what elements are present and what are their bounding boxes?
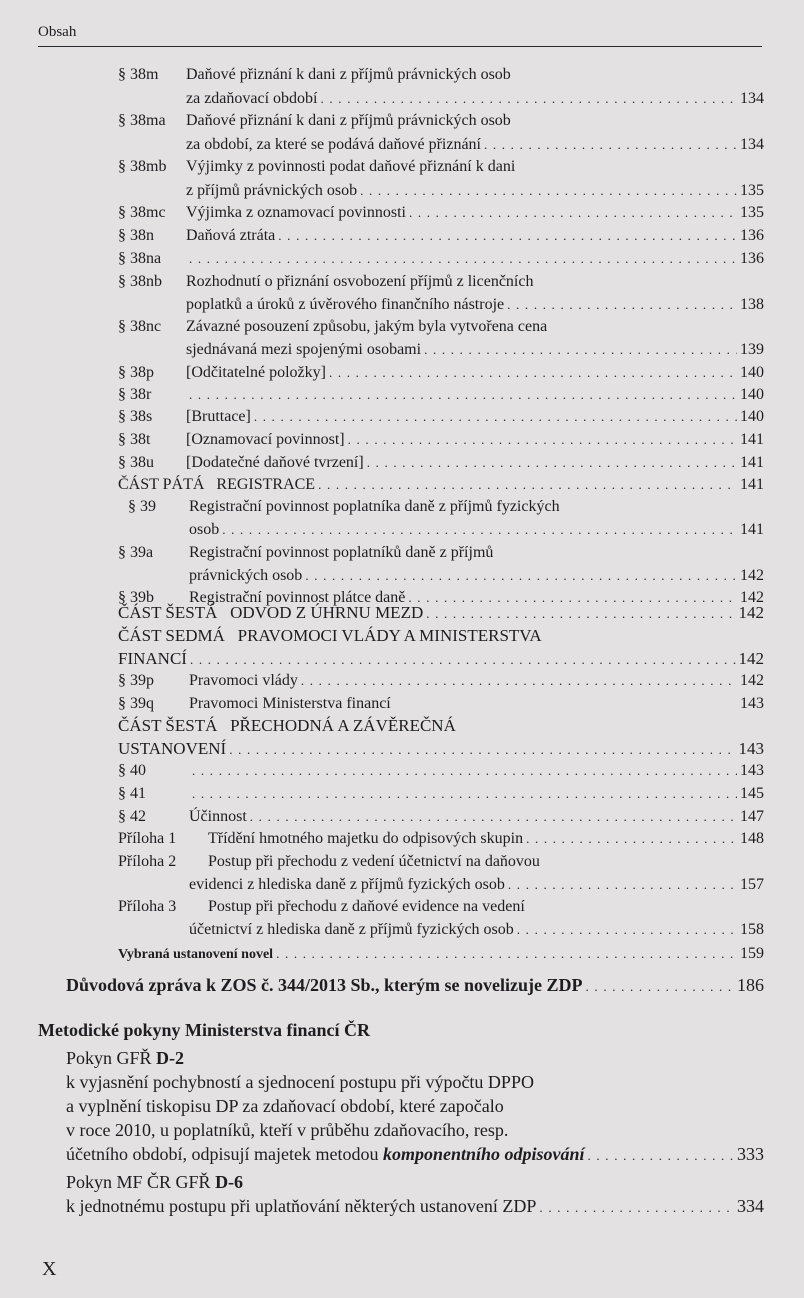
toc-section-number: § 38ma bbox=[118, 112, 166, 129]
toc-page-number: 159 bbox=[740, 945, 764, 962]
leader-dots bbox=[484, 137, 737, 153]
toc-section-number: § 39q bbox=[118, 695, 154, 712]
leader-dots bbox=[321, 91, 738, 107]
toc-section-number: § 38t bbox=[118, 431, 151, 448]
toc-entry-title: účetního období, odpisují majetek metodou komponentního odpisování bbox=[66, 1144, 585, 1164]
toc-entry-title: [Dodatečné daňové tvrzení] bbox=[186, 454, 364, 471]
toc-entry-title: Registrační povinnost poplatníků daně z příjmů bbox=[189, 544, 494, 561]
leader-dots bbox=[222, 522, 737, 538]
leader-dots bbox=[189, 387, 737, 403]
running-header: Obsah bbox=[38, 24, 77, 40]
toc-section-number: § 42 bbox=[118, 808, 146, 825]
toc-entry[interactable] bbox=[208, 830, 764, 848]
toc-section-number: § 38u bbox=[118, 454, 154, 471]
toc-entry[interactable] bbox=[189, 695, 764, 713]
toc-part-entry[interactable] bbox=[118, 649, 764, 669]
toc-page-number: 333 bbox=[737, 1144, 764, 1164]
toc-entry-title: Účinnost bbox=[189, 808, 247, 825]
toc-entry-title: Důvodová zpráva k ZOS č. 344/2013 Sb., kterým se novelizuje ZDP bbox=[66, 975, 583, 995]
toc-entry[interactable] bbox=[189, 876, 764, 894]
toc-page-number: 141 bbox=[740, 431, 764, 448]
toc-entry[interactable] bbox=[186, 90, 764, 108]
toc-entry-title: Registrační povinnost plátce daně bbox=[189, 589, 406, 606]
toc-entry-title: z příjmů právnických osob bbox=[186, 182, 358, 199]
toc-page-number: 136 bbox=[740, 250, 764, 267]
leader-dots bbox=[276, 946, 737, 962]
leader-dots bbox=[254, 409, 737, 425]
leader-dots bbox=[278, 228, 737, 244]
toc-page-number: 148 bbox=[740, 830, 764, 847]
toc-entry-title: Pokyn MF ČR GFŘ D-6 bbox=[66, 1172, 244, 1192]
toc-appendix-number: Příloha 2 bbox=[118, 853, 177, 870]
page-number: X bbox=[42, 1258, 57, 1280]
toc-entry-title: poplatků a úroků z úvěrového finančního nástroje bbox=[186, 296, 505, 313]
toc-entry[interactable] bbox=[186, 250, 764, 268]
toc-entry-title: Daňová ztráta bbox=[186, 227, 276, 244]
toc-entry-title: Daňové přiznání k dani z příjmů právnických osob bbox=[186, 112, 511, 129]
leader-dots bbox=[250, 809, 737, 825]
section-heading: Metodické pokyny Ministerstva financí ČR bbox=[38, 1020, 370, 1040]
toc-part-title: ČÁST PÁTÁ REGISTRACE bbox=[118, 476, 316, 493]
toc-page-number: 143 bbox=[740, 695, 764, 712]
toc-part-title: ČÁST SEDMÁ PRAVOMOCI VLÁDY A MINISTERSTVA bbox=[118, 626, 542, 645]
leader-dots bbox=[360, 183, 737, 199]
toc-page-number: 134 bbox=[740, 90, 764, 107]
toc-page-number: 142 bbox=[740, 672, 764, 689]
toc-entry-title: Postup při přechodu z vedení účetnictví na daňovou bbox=[208, 853, 540, 870]
toc-entry[interactable] bbox=[66, 1196, 764, 1217]
toc-page-number: 142 bbox=[740, 589, 764, 606]
toc-page-number: 138 bbox=[740, 296, 764, 313]
toc-entry-title: za období, za které se podává daňové přiznání bbox=[186, 136, 481, 153]
leader-dots bbox=[329, 365, 737, 381]
toc-entry-title: v roce 2010, u poplatníků, kteří v průběhu zdaňovacího, resp. bbox=[66, 1120, 509, 1140]
toc-entry-title: sjednávaná mezi spojenými osobami bbox=[186, 341, 422, 358]
toc-entry-title: Výjimky z povinnosti podat daňové přiznání k dani bbox=[186, 158, 516, 175]
leader-dots bbox=[586, 979, 734, 995]
toc-page-number: 140 bbox=[740, 364, 764, 381]
toc-entry-title: a vyplnění tiskopisu DP za zdaňovací období, které započalo bbox=[66, 1096, 504, 1116]
leader-dots bbox=[192, 763, 737, 779]
toc-entry-title: právnických osob bbox=[189, 567, 303, 584]
leader-dots bbox=[348, 432, 737, 448]
toc-page-number: 134 bbox=[740, 136, 764, 153]
toc-section-number: § 41 bbox=[118, 785, 146, 802]
toc-entry[interactable] bbox=[186, 204, 764, 222]
toc-part-entry[interactable] bbox=[118, 603, 764, 623]
toc-page-number: 141 bbox=[740, 454, 764, 471]
toc-section-number: § 38na bbox=[118, 250, 162, 267]
toc-entry-title: k jednotnému postupu při uplatňování některých ustanovení ZDP bbox=[66, 1196, 537, 1216]
leader-dots bbox=[424, 342, 737, 358]
toc-section-number: § 38m bbox=[118, 66, 159, 83]
leader-dots bbox=[526, 831, 737, 847]
toc-entry[interactable] bbox=[189, 567, 764, 585]
toc-page-number: 136 bbox=[740, 227, 764, 244]
toc-entry-title: Závazné posouzení způsobu, jakým byla vytvořena cena bbox=[186, 318, 548, 335]
toc-entry[interactable] bbox=[189, 785, 764, 803]
toc-entry-title: Vybraná ustanovení novel bbox=[118, 947, 274, 962]
toc-part-title: ČÁST ŠESTÁ PŘECHODNÁ A ZÁVĚREČNÁ bbox=[118, 716, 456, 735]
toc-section-number: § 39b bbox=[118, 589, 154, 606]
leader-dots bbox=[588, 1148, 735, 1164]
leader-dots bbox=[539, 1200, 734, 1216]
toc-page-number: 140 bbox=[740, 408, 764, 425]
leader-dots bbox=[318, 477, 737, 493]
toc-entry-title: Pravomoci vlády bbox=[189, 672, 298, 689]
toc-entry-title: za zdaňovací období bbox=[186, 90, 318, 107]
toc-part-entry[interactable] bbox=[118, 476, 764, 494]
toc-entry[interactable] bbox=[189, 762, 764, 780]
toc-entry-title: osob bbox=[189, 521, 220, 538]
toc-entry[interactable] bbox=[186, 341, 764, 359]
toc-entry-title: Třídění hmotného majetku do odpisových skupin bbox=[208, 830, 524, 847]
toc-page-number: 158 bbox=[740, 921, 764, 938]
toc-entry[interactable] bbox=[186, 227, 764, 245]
toc-entry[interactable] bbox=[189, 921, 764, 939]
toc-page-number: 147 bbox=[740, 808, 764, 825]
toc-entry-title: [Bruttace] bbox=[186, 408, 251, 425]
toc-entry[interactable] bbox=[186, 136, 764, 154]
toc-entry-title: k vyjasnění pochybností a sjednocení postupu při výpočtu DPPO bbox=[66, 1072, 534, 1092]
toc-page-number: 143 bbox=[738, 739, 764, 758]
toc-page-number: 135 bbox=[740, 204, 764, 221]
toc-entry-title: Registrační povinnost poplatníka daně z příjmů fyzických bbox=[189, 498, 560, 515]
leader-dots bbox=[367, 455, 737, 471]
toc-part-title: FINANCÍ bbox=[118, 649, 187, 668]
toc-entry[interactable] bbox=[189, 521, 764, 539]
toc-entry-title: účetnictví z hlediska daně z příjmů fyzických osob bbox=[189, 921, 514, 938]
toc-page-number: 140 bbox=[740, 386, 764, 403]
leader-dots bbox=[190, 652, 736, 668]
toc-entry[interactable] bbox=[186, 431, 764, 449]
toc-section-number: § 40 bbox=[118, 762, 146, 779]
toc-entry-title: Pokyn GFŘ D-2 bbox=[66, 1048, 185, 1068]
leader-dots bbox=[192, 786, 737, 802]
leader-dots bbox=[409, 205, 737, 221]
toc-page-number: 143 bbox=[740, 762, 764, 779]
toc-entry[interactable] bbox=[186, 408, 764, 426]
toc-page-number: 142 bbox=[738, 603, 764, 622]
toc-section-number: § 38mb bbox=[118, 158, 167, 175]
toc-part-title: USTANOVENÍ bbox=[118, 739, 227, 758]
toc-entry[interactable] bbox=[66, 975, 764, 996]
toc-entry-title: Výjimka z oznamovací povinnosti bbox=[186, 204, 406, 221]
leader-dots bbox=[305, 568, 737, 584]
toc-section-number: § 39a bbox=[118, 544, 154, 561]
toc-section-number: § 38mc bbox=[118, 204, 166, 221]
toc-page-number: 334 bbox=[737, 1196, 764, 1216]
toc-section-number: § 38n bbox=[118, 227, 154, 244]
toc-page-number: 142 bbox=[738, 649, 764, 668]
toc-page-number: 141 bbox=[740, 521, 764, 538]
toc-appendix-number: Příloha 1 bbox=[118, 830, 177, 847]
toc-page-number: 141 bbox=[740, 476, 764, 493]
toc-entry-title: Rozhodnutí o přiznání osvobození příjmů z licenčních bbox=[186, 273, 534, 290]
toc-section-number: § 39 bbox=[128, 498, 156, 515]
toc-entry-title: Daňové přiznání k dani z příjmů právnických osob bbox=[186, 66, 511, 83]
toc-entry-title: Postup při přechodu z daňové evidence na vedení bbox=[208, 898, 525, 915]
toc-page-number: 186 bbox=[737, 975, 764, 995]
toc-entry[interactable] bbox=[186, 454, 764, 472]
toc-page-number: 139 bbox=[740, 341, 764, 358]
toc-page-number: 135 bbox=[740, 182, 764, 199]
toc-entry-title: [Oznamovací povinnost] bbox=[186, 431, 345, 448]
toc-part-title: ČÁST ŠESTÁ ODVOD Z ÚHRNU MEZD bbox=[118, 603, 424, 622]
leader-dots bbox=[517, 922, 737, 938]
toc-entry[interactable] bbox=[186, 386, 764, 404]
leader-dots bbox=[507, 297, 737, 313]
toc-section-number: § 38r bbox=[118, 386, 152, 403]
toc-section-number: § 38nb bbox=[118, 273, 162, 290]
toc-entry-title: evidenci z hlediska daně z příjmů fyzických osob bbox=[189, 876, 505, 893]
toc-entry[interactable] bbox=[186, 364, 764, 382]
leader-dots bbox=[189, 251, 737, 267]
toc-entry[interactable] bbox=[189, 808, 764, 826]
toc-page-number: 142 bbox=[740, 567, 764, 584]
toc-section-number: § 38p bbox=[118, 364, 154, 381]
leader-dots bbox=[301, 673, 737, 689]
toc-part-entry[interactable] bbox=[118, 739, 764, 759]
leader-dots bbox=[508, 877, 737, 893]
toc-entry[interactable] bbox=[118, 945, 764, 963]
toc-entry-title: Pravomoci Ministerstva financí bbox=[189, 695, 391, 712]
toc-section-number: § 39p bbox=[118, 672, 154, 689]
toc-page-number: 145 bbox=[740, 785, 764, 802]
toc-entry[interactable] bbox=[186, 182, 764, 200]
leader-dots bbox=[426, 606, 735, 622]
leader-dots bbox=[229, 742, 735, 758]
toc-section-number: § 38s bbox=[118, 408, 153, 425]
toc-entry-title: [Odčitatelné položky] bbox=[186, 364, 326, 381]
toc-entry[interactable] bbox=[189, 672, 764, 690]
toc-entry[interactable] bbox=[66, 1144, 764, 1165]
toc-entry[interactable] bbox=[186, 296, 764, 314]
toc-appendix-number: Příloha 3 bbox=[118, 898, 177, 915]
toc-page-number: 157 bbox=[740, 876, 764, 893]
toc-section-number: § 38nc bbox=[118, 318, 162, 335]
